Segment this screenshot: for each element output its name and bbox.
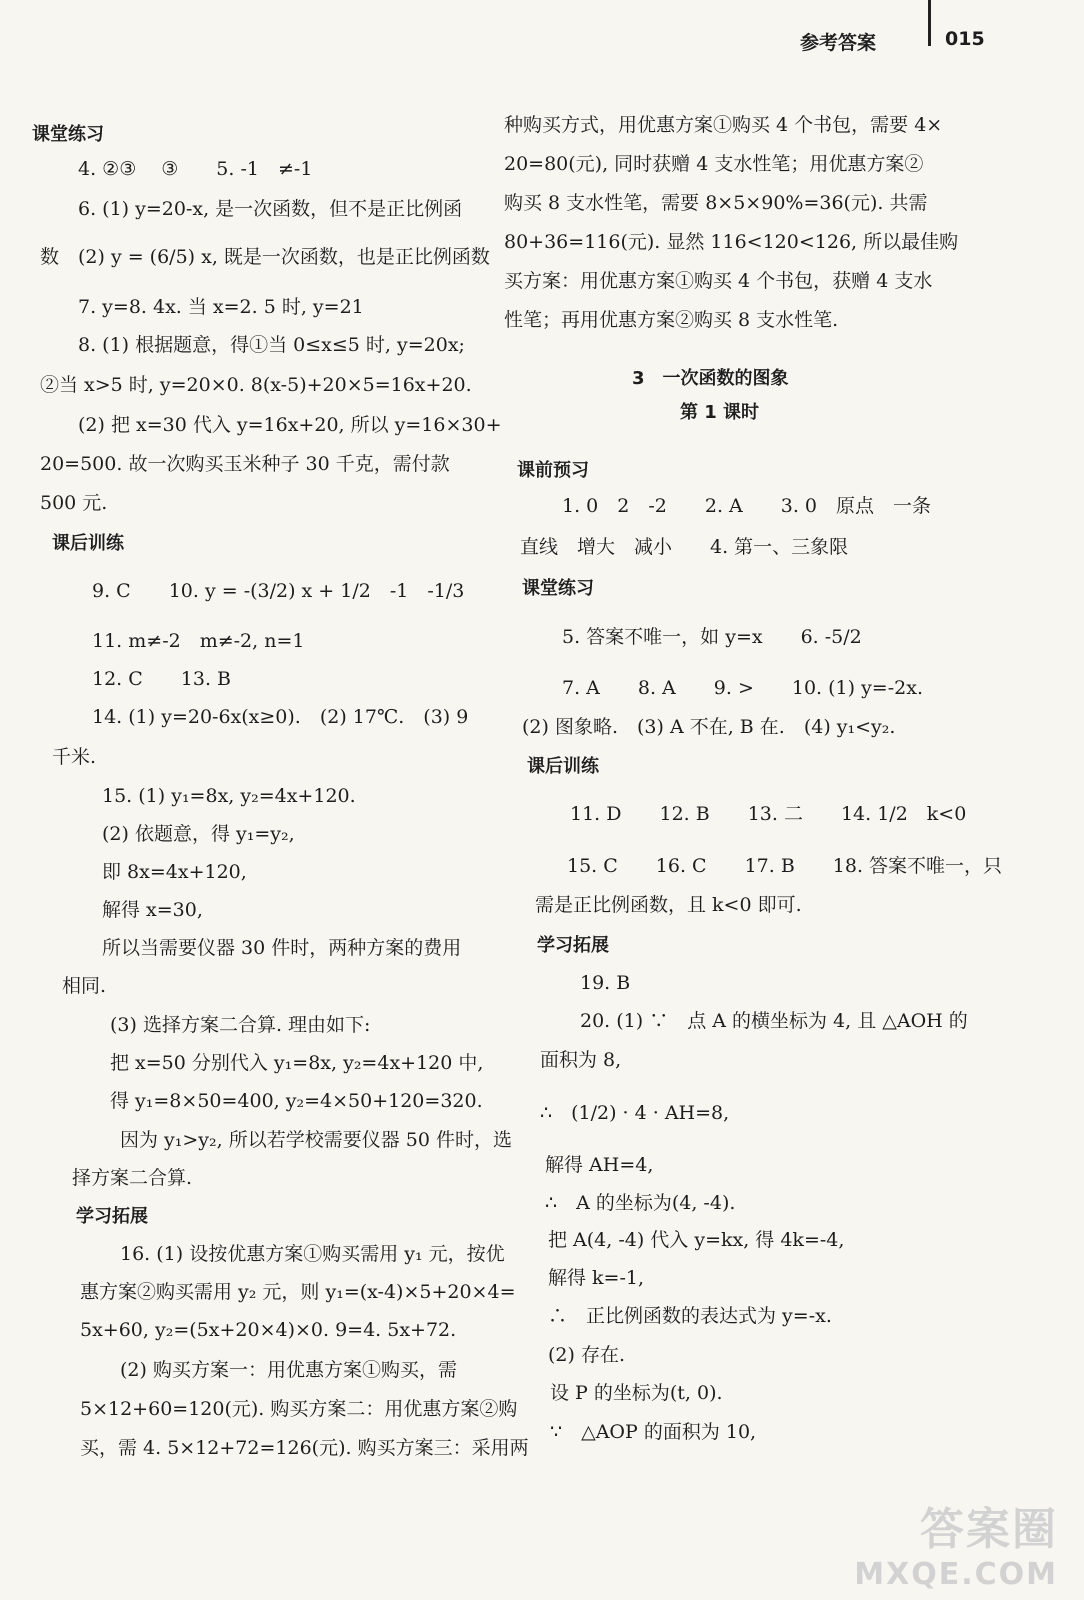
- answer-line: 把 A(4, -4) 代入 y=kx, 得 4k=-4,: [548, 1229, 845, 1251]
- answer-line: 14. (1) y=20-6x(x≥0). (2) 17℃. (3) 9: [92, 706, 469, 728]
- answer-line: 7. y=8. 4x. 当 x=2. 5 时, y=21: [78, 296, 364, 318]
- answer-line: (2) 购买方案一：用优惠方案①购买，需: [120, 1359, 457, 1381]
- answer-line: 把 x=50 分别代入 y₁=8x, y₂=4x+120 中,: [110, 1052, 484, 1074]
- answer-line: ∴ 正比例函数的表达式为 y=-x.: [548, 1305, 832, 1327]
- watermark-url: MXQE.COM: [854, 1557, 1058, 1592]
- page-number: 015: [945, 28, 985, 50]
- answer-line: 即 8x=4x+120,: [102, 861, 247, 883]
- answer-line: 15. C 16. C 17. B 18. 答案不唯一，只: [567, 855, 1003, 877]
- answer-line: 需是正比例函数，且 k<0 即可.: [535, 894, 802, 916]
- answer-line: 5. 答案不唯一，如 y=x 6. -5/2: [562, 626, 862, 648]
- answer-line: 8. (1) 根据题意，得①当 0≤x≤5 时, y=20x;: [78, 334, 465, 356]
- running-head-title: 参考答案: [800, 32, 877, 54]
- section-heading: 学习拓展: [537, 935, 609, 956]
- answer-line: (2) 依题意，得 y₁=y₂,: [102, 823, 295, 845]
- section-heading: 课堂练习: [522, 578, 594, 599]
- section-heading: 课后训练: [52, 533, 124, 554]
- answer-line: 20=80(元), 同时获赠 4 支水性笔；用优惠方案②: [504, 153, 924, 175]
- answer-line: 7. A 8. A 9. > 10. (1) y=-2x.: [562, 677, 923, 699]
- section-heading: 学习拓展: [76, 1206, 148, 1227]
- answer-line: 所以当需要仪器 30 件时，两种方案的费用: [102, 937, 462, 959]
- answer-line: 5x+60, y₂=(5x+20×4)×0. 9=4. 5x+72.: [80, 1319, 457, 1341]
- answer-line: 惠方案②购买需用 y₂ 元，则 y₁=(x-4)×5+20×4=: [80, 1281, 516, 1303]
- answer-line: 12. C 13. B: [92, 668, 232, 690]
- answer-line: 因为 y₁>y₂, 所以若学校需要仪器 50 件时，选: [120, 1129, 512, 1151]
- answer-line: 得 y₁=8×50=400, y₂=4×50+120=320.: [110, 1090, 483, 1112]
- answer-line: 11. D 12. B 13. 二 14. 1/2 k<0: [570, 803, 967, 825]
- answer-line: (3) 选择方案二合算. 理由如下:: [110, 1014, 371, 1036]
- answer-line: 买，需 4. 5×12+72=126(元). 购买方案三：采用两: [80, 1437, 529, 1459]
- answer-line: 千米.: [52, 746, 97, 768]
- answer-line: 20=500. 故一次购买玉米种子 30 千克，需付款: [40, 453, 450, 475]
- answer-line: ∵ △AOP 的面积为 10,: [550, 1421, 757, 1443]
- answer-line: 买方案：用优惠方案①购买 4 个书包，获赠 4 支水: [504, 270, 933, 292]
- answer-line: 1. 0 2 -2 2. A 3. 0 原点 一条: [562, 495, 931, 517]
- header-rule: [928, 0, 931, 46]
- section-heading: 课堂练习: [32, 124, 104, 145]
- answer-line: 解得 k=-1,: [548, 1267, 645, 1289]
- section-title: 3 一次函数的图象: [632, 368, 789, 389]
- answer-line: 解得 x=30,: [102, 899, 203, 921]
- answer-line: 19. B: [580, 972, 631, 994]
- answer-line: 数 (2) y = (6/5) x, 既是一次函数，也是正比例函数: [40, 246, 490, 268]
- answer-line: ∴ (1/2) · 4 · AH=8,: [540, 1102, 730, 1124]
- answer-line: ∴ A 的坐标为(4, -4).: [545, 1192, 736, 1214]
- answer-line: 解得 AH=4,: [545, 1154, 654, 1176]
- answer-line: 6. (1) y=20-x, 是一次函数，但不是正比例函: [78, 198, 463, 220]
- answer-line: 相同.: [62, 975, 107, 997]
- answer-line: 购买 8 支水性笔，需要 8×5×90%=36(元). 共需: [504, 192, 928, 214]
- answer-line: 直线 增大 减小 4. 第一、三象限: [520, 536, 849, 558]
- answer-line: 设 P 的坐标为(t, 0).: [550, 1382, 723, 1404]
- section-title: 第 1 课时: [680, 402, 760, 423]
- answer-line: ②当 x>5 时, y=20×0. 8(x-5)+20×5=16x+20.: [40, 374, 472, 396]
- answer-line: 种购买方式，用优惠方案①购买 4 个书包，需要 4×: [504, 114, 943, 136]
- answer-line: 5×12+60=120(元). 购买方案二：用优惠方案②购: [80, 1398, 518, 1420]
- answer-line: (2) 存在.: [548, 1344, 625, 1366]
- section-heading: 课前预习: [517, 460, 589, 481]
- answer-line: 4. ②③ ③ 5. -1 ≠-1: [78, 158, 313, 180]
- answer-line: (2) 把 x=30 代入 y=16x+20, 所以 y=16×30+: [78, 414, 502, 436]
- watermark-logo-text: 答案圈: [920, 1504, 1058, 1555]
- answer-line: 11. m≠-2 m≠-2, n=1: [92, 630, 305, 652]
- watermark: [854, 1493, 1058, 1592]
- answer-line: 择方案二合算.: [72, 1167, 193, 1189]
- answer-line: 面积为 8,: [540, 1049, 622, 1071]
- answer-line: 16. (1) 设按优惠方案①购买需用 y₁ 元，按优: [120, 1243, 505, 1265]
- section-heading: 课后训练: [527, 756, 599, 777]
- answer-line: 15. (1) y₁=8x, y₂=4x+120.: [102, 785, 356, 807]
- answer-line: 20. (1) ∵ 点 A 的横坐标为 4, 且 △AOH 的: [580, 1010, 968, 1032]
- answer-line: 性笔；再用优惠方案②购买 8 支水性笔.: [504, 309, 839, 331]
- answer-line: 9. C 10. y = -(3/2) x + 1/2 -1 -1/3: [92, 580, 465, 602]
- answer-line: 500 元.: [40, 492, 108, 514]
- answer-line: 80+36=116(元). 显然 116<120<126, 所以最佳购: [504, 231, 959, 253]
- answer-line: (2) 图象略. (3) A 不在, B 在. (4) y₁<y₂.: [522, 716, 896, 738]
